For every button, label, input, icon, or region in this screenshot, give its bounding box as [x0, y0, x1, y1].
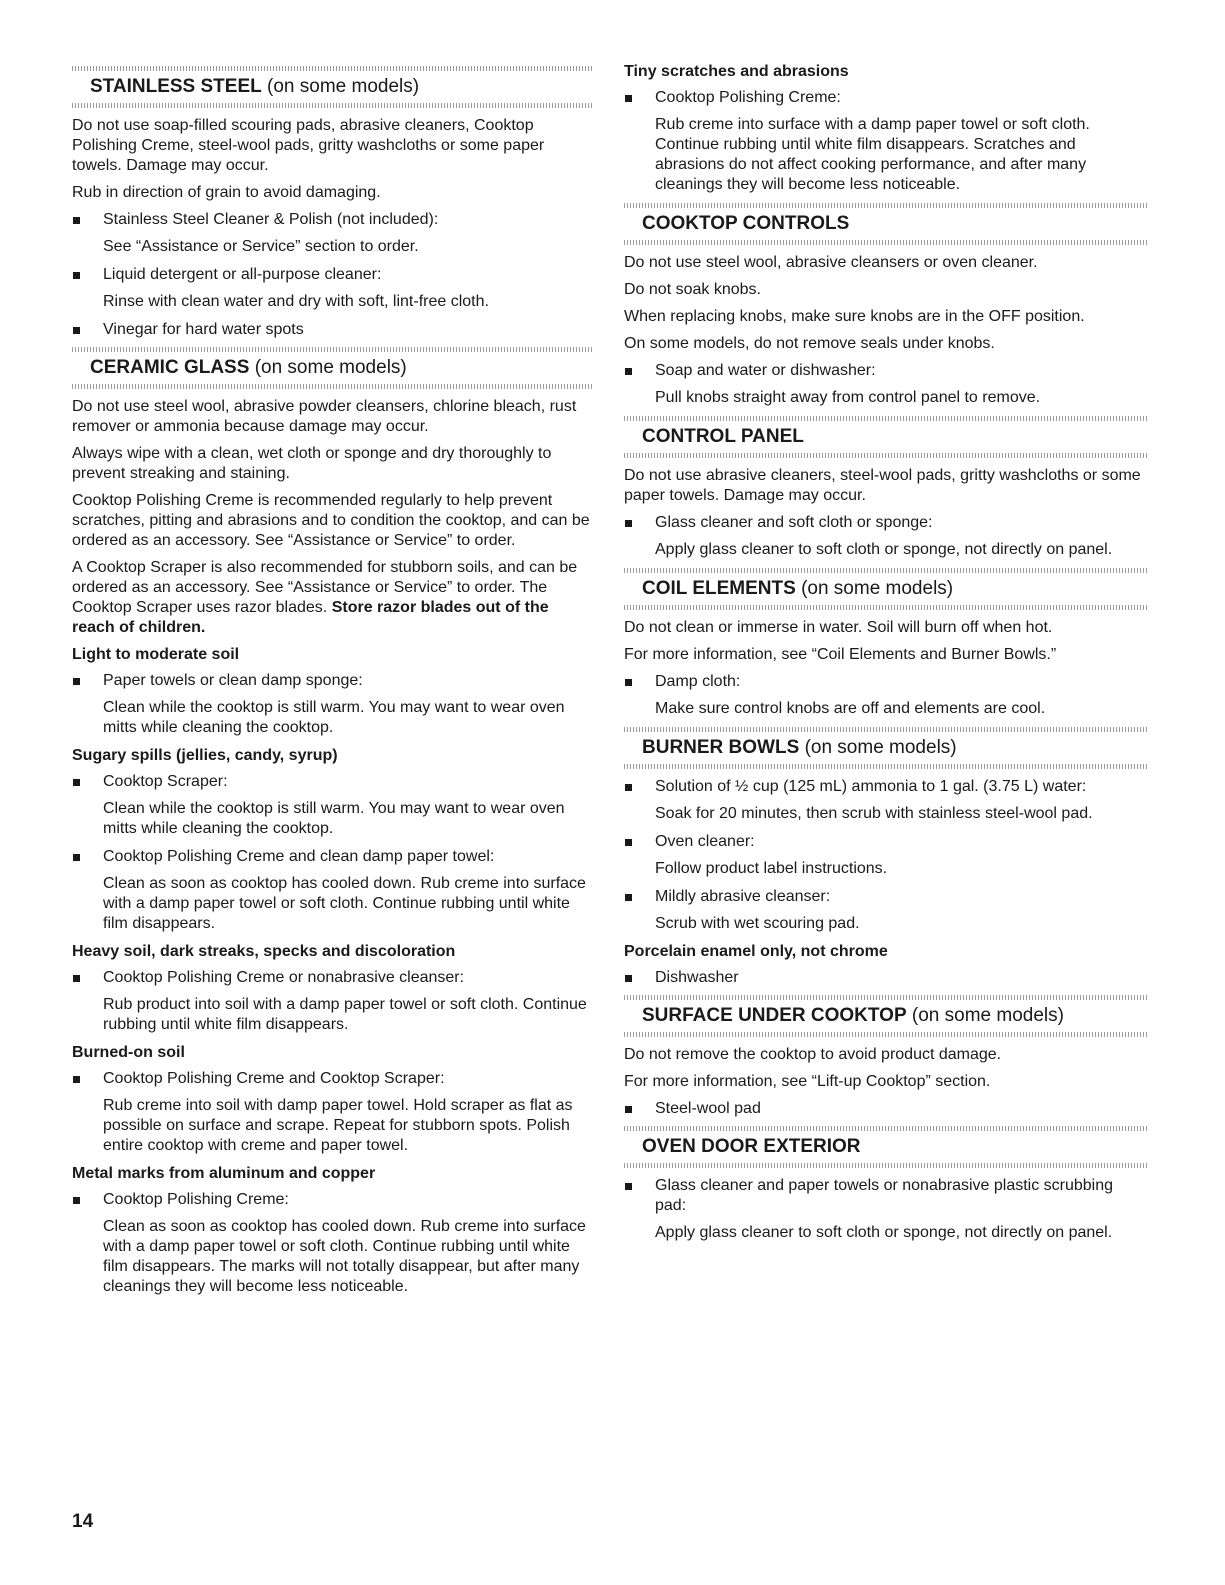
subheading-light-soil: Light to moderate soil [72, 646, 240, 663]
bullet-detail: Rub product into soil with a damp paper towel or soft cloth. Continue rubbing until white film disappears. [103, 996, 587, 1033]
bullet-detail: Pull knobs straight away from control panel to remove. [655, 389, 1041, 406]
right-column [624, 62, 1148, 1251]
paragraph: For more information, see “Coil Elements and Burner Bowls.” [624, 646, 1057, 663]
section-title: BURNER BOWLS [642, 737, 800, 758]
section-title: CONTROL PANEL [642, 426, 804, 447]
bullet-detail: Soak for 20 minutes, then scrub with stainless steel-wool pad. [655, 805, 1093, 822]
bullet-detail: Scrub with wet scouring pad. [655, 915, 860, 932]
paragraph-text: A Cooktop Scraper is also recommended for stubborn soils, and can be ordered as an accessory. See “Assistance or Service” to order. The Cooktop Scraper uses razor blades. [72, 559, 578, 616]
bullet-item: Solution of ½ cup (125 mL) ammonia to 1 gal. (3.75 L) water: [624, 777, 1148, 797]
paragraph: Do not use steel wool, abrasive cleansers or oven cleaner. [624, 254, 1038, 271]
section-title-suffix: (on some models) [254, 357, 407, 378]
bullet-detail: Clean while the cooktop is still warm. You may want to wear oven mitts while cleaning the cooktop. [103, 699, 565, 736]
bullet-detail: Clean as soon as cooktop has cooled down. Rub creme into surface with a damp paper towel or soft cloth. Continue rubbing until white film disappears. [103, 875, 586, 932]
bullet-detail: Rub creme into soil with damp paper towel. Hold scraper as flat as possible on surface and scrape. Repeat for stubborn spots. Polish entire cooktop with creme and paper towel. [103, 1097, 573, 1154]
bullet-item: Mildly abrasive cleanser: [624, 887, 1148, 907]
paragraph: Rub in direction of grain to avoid damaging. [72, 184, 381, 201]
paragraph: Do not clean or immerse in water. Soil will burn off when hot. [624, 619, 1053, 636]
subheading-tiny-scratches: Tiny scratches and abrasions [624, 63, 849, 80]
paragraph: For more information, see “Lift-up Cooktop” section. [624, 1073, 991, 1090]
bullet-item: Glass cleaner and soft cloth or sponge: [624, 513, 1148, 533]
bullet-item: Cooktop Polishing Creme and clean damp paper towel: [72, 847, 592, 867]
section-title: SURFACE UNDER COOKTOP [642, 1005, 907, 1026]
paragraph: Do not use soap-filled scouring pads, abrasive cleaners, Cooktop Polishing Creme, steel-wool pads, gritty washcloths or some paper towels. Damage may occur. [72, 117, 545, 174]
bullet-detail: See “Assistance or Service” section to order. [103, 238, 419, 255]
section-title-suffix: (on some models) [801, 578, 954, 599]
bullet-detail: Rub creme into surface with a damp paper towel or soft cloth. Continue rubbing until white film disappears. Scratches and abrasions do not affect cooking performance, and after many cleanings they will become less noticeable. [655, 116, 1090, 193]
bullet-detail: Follow product label instructions. [655, 860, 888, 877]
paragraph: Always wipe with a clean, wet cloth or sponge and dry thoroughly to prevent streaking and staining. [72, 445, 552, 482]
subheading-heavy-soil: Heavy soil, dark streaks, specks and discoloration [72, 943, 456, 960]
section-title: COOKTOP CONTROLS [642, 213, 850, 234]
bullet-item: Oven cleaner: [624, 832, 1148, 852]
bullet-item: Cooktop Scraper: [72, 772, 592, 792]
bullet-detail: Clean while the cooktop is still warm. You may want to wear oven mitts while cleaning the cooktop. [103, 800, 565, 837]
oven-door-exterior-heading [624, 1126, 1148, 1168]
control-panel-heading [624, 416, 1148, 458]
section-title: STAINLESS STEEL [90, 76, 262, 97]
paragraph: Do not use abrasive cleaners, steel-wool pads, gritty washcloths or some paper towels. Damage may occur. [624, 467, 1141, 504]
subheading-sugary-spills: Sugary spills (jellies, candy, syrup) [72, 747, 338, 764]
subheading-metal-marks: Metal marks from aluminum and copper [72, 1165, 376, 1182]
cooktop-controls-heading [624, 203, 1148, 245]
bullet-detail: Apply glass cleaner to soft cloth or sponge, not directly on panel. [655, 1224, 1113, 1241]
bullet-item: Steel-wool pad [624, 1099, 1148, 1119]
paragraph: Do not soak knobs. [624, 281, 761, 298]
burner-bowls-heading [624, 727, 1148, 769]
bullet-item: Cooktop Polishing Creme: [72, 1190, 592, 1210]
subheading-burned-on-soil: Burned-on soil [72, 1044, 185, 1061]
left-column [72, 62, 592, 1305]
surface-under-cooktop-heading [624, 995, 1148, 1037]
bullet-item: Liquid detergent or all-purpose cleaner: [72, 265, 592, 285]
bullet-item: Cooktop Polishing Creme and Cooktop Scraper: [72, 1069, 592, 1089]
paragraph: When replacing knobs, make sure knobs are in the OFF position. [624, 308, 1085, 325]
bullet-item: Vinegar for hard water spots [72, 320, 592, 340]
ceramic-glass-heading [72, 347, 592, 389]
warning-text: Store razor blades out of the reach of children. [72, 599, 549, 636]
bullet-item: Soap and water or dishwasher: [624, 361, 1148, 381]
section-title: OVEN DOOR EXTERIOR [642, 1136, 861, 1157]
section-title-suffix: (on some models) [911, 1005, 1064, 1026]
bullet-item: Cooktop Polishing Creme: [624, 88, 1148, 108]
section-title: COIL ELEMENTS [642, 578, 796, 599]
section-title: CERAMIC GLASS [90, 357, 250, 378]
bullet-item: Cooktop Polishing Creme or nonabrasive cleanser: [72, 968, 592, 988]
bullet-item: Stainless Steel Cleaner & Polish (not included): [72, 210, 592, 230]
section-title-suffix: (on some models) [804, 737, 957, 758]
section-title-suffix: (on some models) [267, 76, 420, 97]
coil-elements-heading [624, 568, 1148, 610]
bullet-item: Paper towels or clean damp sponge: [72, 671, 592, 691]
subheading-porcelain: Porcelain enamel only, not chrome [624, 943, 888, 960]
paragraph: Cooktop Polishing Creme is recommended regularly to help prevent scratches, pitting and abrasions and to condition the cooktop, and can be ordered as an accessory. See “Assistance or Service” to order. [72, 492, 590, 549]
paragraph: On some models, do not remove seals under knobs. [624, 335, 995, 352]
bullet-item: Glass cleaner and paper towels or nonabrasive plastic scrubbing pad: [624, 1176, 1148, 1216]
bullet-detail: Clean as soon as cooktop has cooled down. Rub creme into surface with a damp paper towel or soft cloth. Continue rubbing until white film disappears. The marks will not totally disappear, but after many cleanings they will become less noticeable. [103, 1218, 586, 1295]
bullet-item: Damp cloth: [624, 672, 1148, 692]
page-number: 14 [72, 1511, 94, 1532]
paragraph [72, 558, 592, 638]
bullet-detail: Apply glass cleaner to soft cloth or sponge, not directly on panel. [655, 541, 1113, 558]
stainless-steel-heading [72, 66, 592, 108]
bullet-detail: Rinse with clean water and dry with soft, lint-free cloth. [103, 293, 489, 310]
paragraph: Do not remove the cooktop to avoid product damage. [624, 1046, 1002, 1063]
paragraph: Do not use steel wool, abrasive powder cleansers, chlorine bleach, rust remover or ammonia because damage may occur. [72, 398, 577, 435]
bullet-item: Dishwasher [624, 968, 1148, 988]
bullet-detail: Make sure control knobs are off and elements are cool. [655, 700, 1046, 717]
